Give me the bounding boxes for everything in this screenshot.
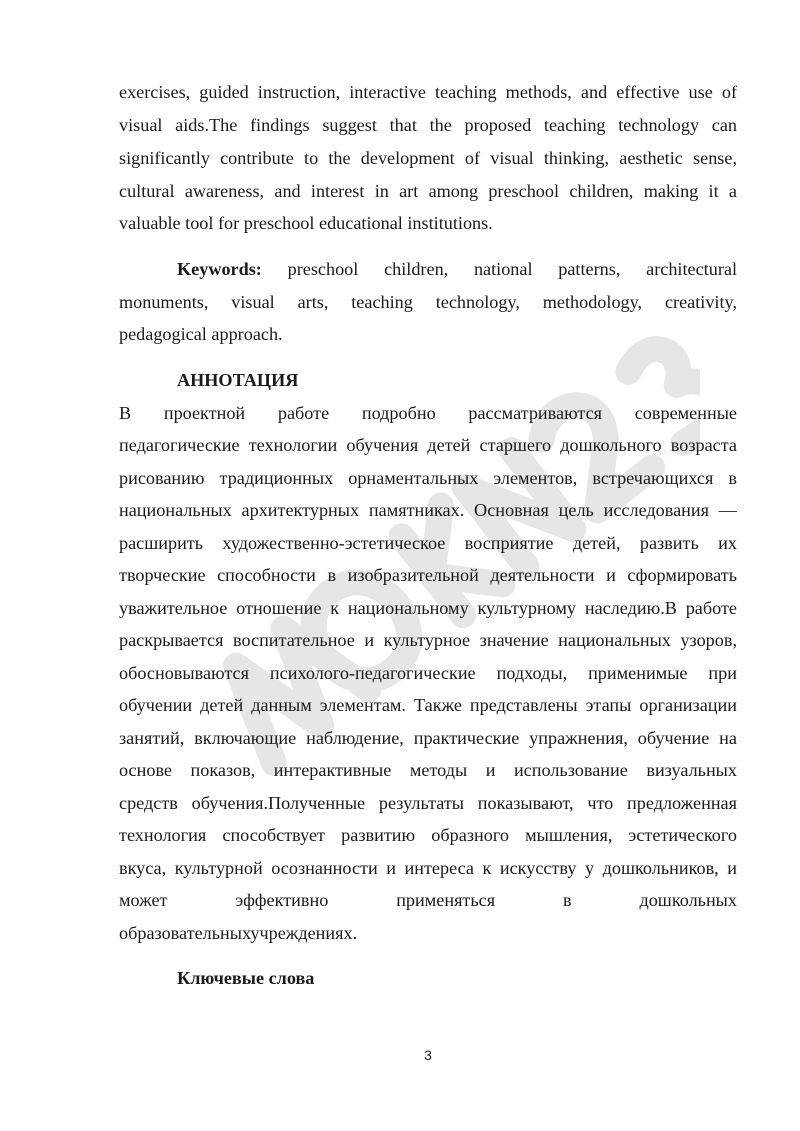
keywords-line-1 (177, 258, 737, 280)
keywords-line-3: pedagogical approach. (119, 324, 283, 344)
english-line-1: exercises, guided instruction, interactive teaching methods, and effective use of (119, 82, 737, 102)
russian-line-17: образовательныхучреждениях. (119, 923, 358, 943)
russian-line-8: раскрывается воспитательное и культурное значение национальных узоров, (119, 630, 737, 650)
keywords-line-2: monuments, visual arts, teaching technology, methodology, creativity, (119, 292, 737, 312)
russian-line-10: обучении детей данным элементам. Также представлены этапы организации (119, 695, 737, 715)
english-line-2: visual aids.The findings suggest that the proposed teaching technology can (119, 115, 737, 135)
russian-keywords-heading: Ключевые слова (177, 968, 315, 988)
russian-line-14: технология способствует развитию образного мышления, эстетического (119, 825, 737, 845)
russian-line-12: основе показов, интерактивные методы и использование визуальных (119, 760, 737, 780)
russian-line-6: творческие способности в изобразительной деятельности и сформировать (119, 565, 737, 585)
russian-line-11: занятий, включающие наблюдение, практические упражнения, обучение на (119, 728, 737, 748)
english-line-4: cultural awareness, and interest in art among preschool children, making it a (119, 181, 737, 201)
keywords-label: Keywords: (177, 259, 262, 279)
russian-line-1: В проектной работе подробно рассматриваются современные (119, 403, 737, 423)
english-line-5: valuable tool for preschool educational institutions. (119, 213, 493, 233)
russian-line-15: вкуса, культурной осознанности и интереса к искусству у дошкольников, и (119, 858, 737, 878)
keywords-text-1: preschool children, national patterns, architectural (287, 259, 737, 279)
page-number: 3 (424, 1047, 432, 1063)
english-line-3: significantly contribute to the development of visual thinking, aesthetic sense, (119, 148, 737, 168)
russian-line-13: средств обучения.Полученные результаты показывают, что предложенная (119, 793, 737, 813)
russian-line-7: уважительное отношение к национальному культурному наследию.В работе (119, 598, 737, 618)
russian-line-9: обосновываются психолого-педагогические подходы, применимые при (119, 663, 737, 683)
russian-line-4: национальных архитектурных памятниках. Основная цель исследования — (119, 500, 737, 520)
russian-line-3: рисованию традиционных орнаментальных элементов, встречающихся в (119, 468, 737, 488)
russian-line-16: может эффективно применяться в дошкольных (119, 890, 737, 910)
russian-line-2: педагогические технологии обучения детей старшего дошкольного возраста (119, 435, 737, 455)
russian-line-5: расширить художественно-эстетическое восприятие детей, развить их (119, 533, 737, 553)
watermark-graphic (140, 330, 700, 790)
annotation-heading: АННОТАЦИЯ (177, 370, 299, 390)
